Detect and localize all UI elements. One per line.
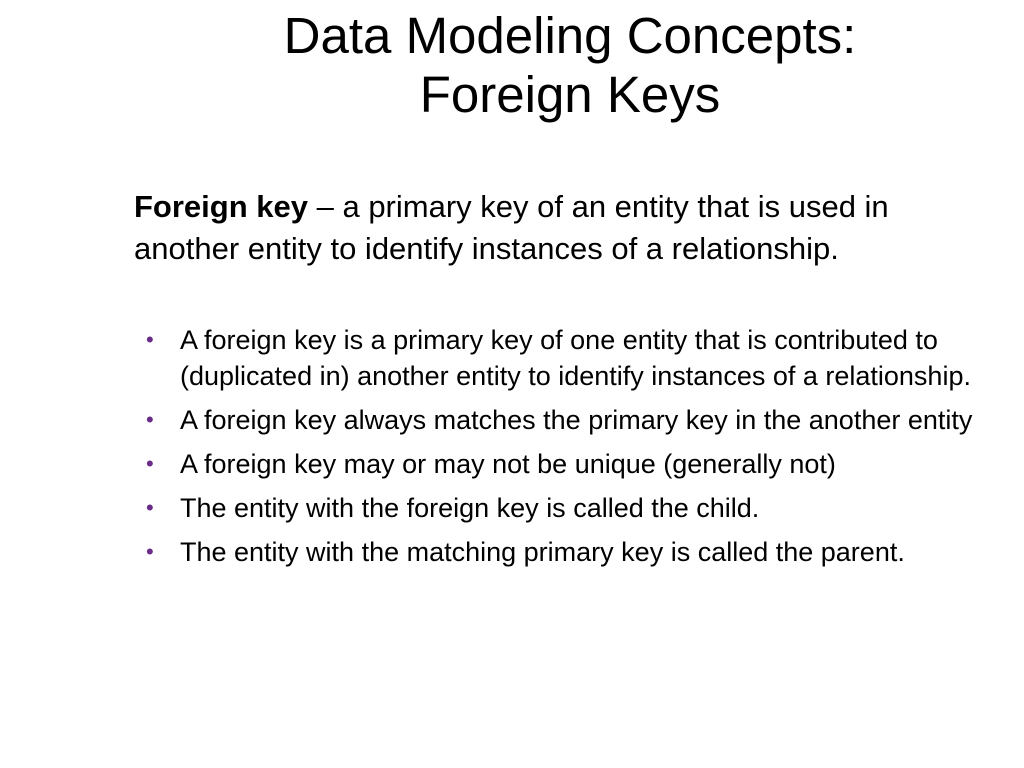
definition-term: Foreign key xyxy=(134,189,308,224)
slide-title-line-2: Foreign Keys xyxy=(419,66,721,123)
bullet-marker-icon: • xyxy=(146,539,154,564)
bullet-marker-icon: • xyxy=(146,407,154,432)
bullet-item xyxy=(146,490,996,526)
bullet-item xyxy=(146,402,996,438)
bullet-text: A foreign key always matches the primary key in the another entity xyxy=(180,405,973,435)
bullet-text: A foreign key may or may not be unique (generally not) xyxy=(180,449,836,479)
bullet-marker-icon: • xyxy=(146,451,154,476)
bullet-marker-icon: • xyxy=(146,495,154,520)
slide-title xyxy=(150,6,990,124)
bullet-list xyxy=(146,322,996,578)
bullet-text: The entity with the foreign key is called the child. xyxy=(180,493,760,523)
definition-text: – a primary key of an entity that is used in another entity to identify instances of a relationship. xyxy=(134,189,889,266)
bullet-item xyxy=(146,322,996,394)
definition-paragraph xyxy=(134,186,994,270)
bullet-item xyxy=(146,534,996,570)
bullet-marker-icon: • xyxy=(146,327,154,352)
slide-title-line-1: Data Modeling Concepts: xyxy=(283,7,857,64)
bullet-text: A foreign key is a primary key of one entity that is contributed to (duplicated in) another entity to identify instances of a relationship. xyxy=(180,325,971,391)
bullet-text: The entity with the matching primary key is called the parent. xyxy=(180,537,905,567)
bullet-item xyxy=(146,446,996,482)
